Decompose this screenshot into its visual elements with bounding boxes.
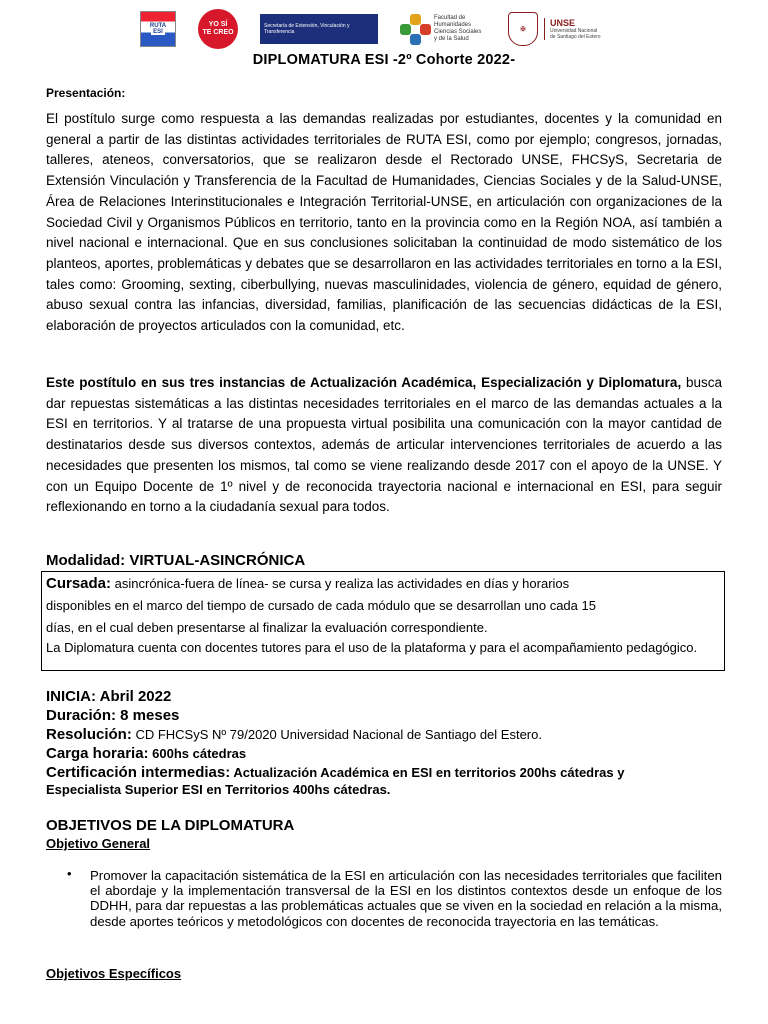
fhcsys-text: Facultad de Humanidades Ciencias Sociales y de la Salud [434, 15, 482, 42]
fhcsys-mark-icon [400, 14, 430, 44]
ruta-esi-logo: RUTA ESI [140, 11, 176, 47]
cursada-label: Cursada: [46, 575, 112, 592]
carga-horaria-line: Carga horaria: 600hs cátedras [46, 745, 247, 762]
document-title: DIPLOMATURA ESI -2º Cohorte 2022- [252, 52, 516, 68]
header-logos [140, 8, 620, 50]
objetivos-heading: OBJETIVOS DE LA DIPLOMATURA [46, 817, 295, 834]
unse-seal-icon: ✠ [508, 12, 538, 46]
certificacion-line: Certificación intermedias: Actualización Académica en ESI en territorios 200hs cátedras y [46, 764, 625, 781]
objetivo-general-heading: Objetivo General [46, 836, 151, 851]
tutores-text: La Diplomatura cuenta con docentes tutores para el uso de la plataforma y para el acompañamiento pedagógico. [46, 640, 698, 655]
secretaria-extension-logo: Secretaría de Extensión, Vinculación y Transferencia [260, 14, 378, 44]
resolucion-line: Resolución: CD FHCSyS Nº 79/2020 Universidad Nacional de Santiago del Estero. [46, 726, 542, 743]
certificacion-line-2: Especialista Superior ESI en Territorios 400hs cátedras. [46, 782, 391, 797]
cursada-box: Cursada: asincrónica-fuera de línea- se cursa y realiza las actividades en días y horarios disponibles en el marco del tiempo de cursado de cada módulo que se desarrollan uno cada 15 días, en el cual deben presentarse al finalizar la evaluación correspondiente. La Diplomatura cuenta con docentes tutores para el uso de la plataforma y para el acompañamiento pedagógico. [41, 571, 725, 671]
fhcsys-logo [400, 10, 486, 48]
yo-si-te-creo-logo: YO SÍ TE CREO [198, 9, 238, 49]
unse-logo: ✠ UNSE Universidad Nacional de Santiago del Estero [508, 10, 620, 48]
objetivos-especificos-heading: Objetivos Específicos [46, 966, 182, 981]
inicia-line: INICIA: Abril 2022 [46, 688, 172, 705]
bullet-icon: • [67, 866, 72, 881]
modalidad-heading: Modalidad: VIRTUAL-ASINCRÓNICA [46, 552, 306, 569]
objetivo-general-bullet: Promover la capacitación sistemática de la ESI en articulación con las necesidades territoriales que faciliten el abordaje y la implementación transversal de la ESI en los distintos contextos desde un enfoque de los DDHH, para dar repuestas a las problemáticas actuales que se viven en la sociedad en relación a la misma, desde aportes teóricos y metodológicos con docentes de reconocida trayectoria en las temáticas. [90, 868, 722, 929]
presentacion-heading: Presentación: [46, 86, 126, 100]
presentacion-paragraph-1: El postítulo surge como respuesta a las demandas realizadas por estudiantes, docentes y la comunidad en general a partir de las distintas actividades territoriales de RUTA ESI, como por ejemplo; congresos, jornadas, talleres, ateneos, conversatorios, que se realizaron desde el Rectorado UNSE, FHCSyS, Secretaria de Extensión Vinculación y Transferencia de la Facultad de Humanidades, Ciencias Sociales y de la Salud-UNSE, Área de Relaciones Interinstitucionales e Integración Territorial-UNSE, en articulación con organizaciones de la Sociedad Civil y Organismos Públicos en territorio, tanto en la provincia como en la Región NOA, así también a nivel nacional e internacional. Que en sus conclusiones solicitaban la continuidad de modo sistemático de los planteos, aportes, problemáticas y debates que se desarrollaron en las actividades territoriales en torno a la ESI, tales como: Grooming, sexting, ciberbullying, nuevas masculinidades, violencia de género, equidad de género, abuso sexual contra las infancias, diversidad, familias, planificación de las secuencias didácticas de la ESI, elaboración de proyectos articulados con la comunidad, etc. [46, 111, 722, 334]
duracion-line: Duración: 8 meses [46, 707, 180, 724]
presentacion-paragraph-2: Este postítulo en sus tres instancias de Actualización Académica, Especialización y Diplomatura, busca dar repuestas sistemáticas a las distintas necesidades territoriales en el marco de las demandas actuales a la ESI en territorios. Y al tratarse de una propuesta virtual posibilita una comunicación con la mayor cantidad de destinatarios desde sus diversos contextos, además de articular intervenciones territoriales de acuerdo a las necesidades que presenten los mismos, tal como se viene realizando desde 2017 con el apoyo de la UNSE. Y con un Equipo Docente de 1º nivel y de reconocida trayectoria nacional e internacional en ESI, para seguir reflexionando en torno a la ciudadanía sexual para todos. [46, 375, 723, 515]
